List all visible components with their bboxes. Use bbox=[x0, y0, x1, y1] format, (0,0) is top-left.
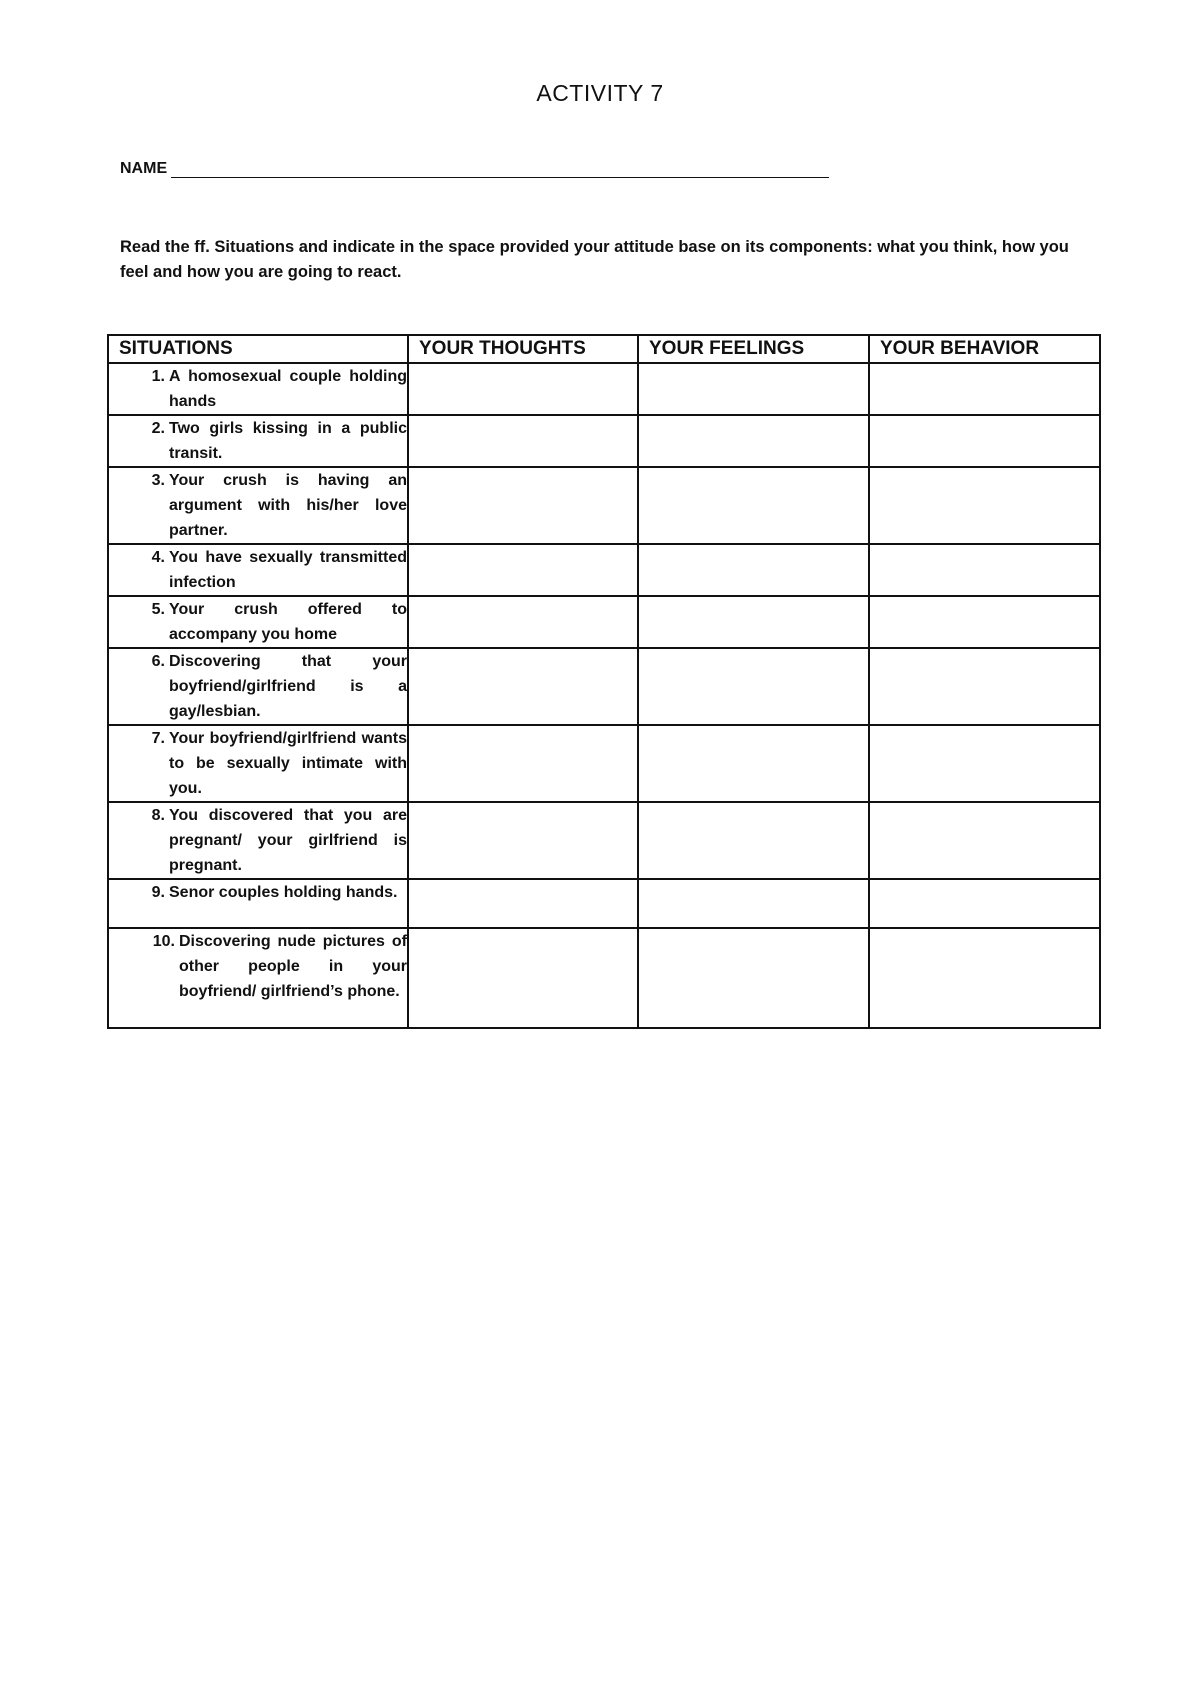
header-thoughts: YOUR THOUGHTS bbox=[408, 335, 638, 363]
situation-text: Senor couples holding hands. bbox=[169, 884, 398, 901]
instructions: Read the ff. Situations and indicate in the space provided your attitude base on its components: what you think, how you feel and how you are going to react. bbox=[120, 238, 1069, 281]
feelings-answer-cell[interactable] bbox=[638, 928, 869, 1028]
header-situations: SITUATIONS bbox=[108, 335, 408, 363]
behavior-answer-cell[interactable] bbox=[869, 802, 1100, 879]
situation-number: 1. bbox=[151, 368, 165, 385]
feelings-answer-cell[interactable] bbox=[638, 363, 869, 415]
table-row bbox=[108, 928, 1100, 1028]
header-behavior: YOUR BEHAVIOR bbox=[869, 335, 1100, 363]
page-title: ACTIVITY 7 bbox=[536, 80, 664, 106]
situation-number: 2. bbox=[151, 420, 165, 437]
feelings-answer-cell[interactable] bbox=[638, 802, 869, 879]
situation-number: 7. bbox=[151, 730, 165, 747]
name-label: NAME bbox=[120, 160, 168, 177]
thoughts-answer-cell[interactable] bbox=[408, 725, 638, 802]
thoughts-answer-cell[interactable] bbox=[408, 467, 638, 544]
situation-number: 10. bbox=[152, 933, 175, 950]
thoughts-answer-cell[interactable] bbox=[408, 802, 638, 879]
feelings-answer-cell[interactable] bbox=[638, 725, 869, 802]
situation-text: Your crush is having an argument with his/her love partner. bbox=[169, 472, 407, 539]
behavior-answer-cell[interactable] bbox=[869, 928, 1100, 1028]
situation-number: 6. bbox=[151, 653, 165, 670]
feelings-answer-cell[interactable] bbox=[638, 879, 869, 928]
header-feelings: YOUR FEELINGS bbox=[638, 335, 869, 363]
situation-number: 8. bbox=[151, 807, 165, 824]
situation-number: 4. bbox=[151, 549, 165, 566]
situation-text: Two girls kissing in a public transit. bbox=[169, 420, 407, 462]
situation-cell bbox=[108, 363, 408, 415]
situation-cell bbox=[108, 467, 408, 544]
name-field bbox=[120, 160, 829, 178]
situation-cell bbox=[108, 596, 408, 648]
situation-number: 9. bbox=[151, 884, 165, 901]
name-blank[interactable] bbox=[171, 161, 829, 178]
table-row bbox=[108, 648, 1100, 725]
thoughts-answer-cell[interactable] bbox=[408, 879, 638, 928]
situations-table bbox=[107, 334, 1101, 1029]
situation-cell bbox=[108, 802, 408, 879]
situation-number: 3. bbox=[151, 472, 165, 489]
table-row bbox=[108, 467, 1100, 544]
behavior-answer-cell[interactable] bbox=[869, 596, 1100, 648]
thoughts-answer-cell[interactable] bbox=[408, 928, 638, 1028]
situation-number: 5. bbox=[151, 601, 165, 618]
behavior-answer-cell[interactable] bbox=[869, 467, 1100, 544]
behavior-answer-cell[interactable] bbox=[869, 648, 1100, 725]
situation-cell bbox=[108, 648, 408, 725]
situation-cell bbox=[108, 928, 408, 1028]
situation-text: Discovering nude pictures of other people in your boyfriend/ girlfriend’s phone. bbox=[179, 933, 407, 1000]
table-row bbox=[108, 596, 1100, 648]
table-row bbox=[108, 802, 1100, 879]
thoughts-answer-cell[interactable] bbox=[408, 596, 638, 648]
feelings-answer-cell[interactable] bbox=[638, 415, 869, 467]
table-row bbox=[108, 879, 1100, 928]
table-row bbox=[108, 544, 1100, 596]
behavior-answer-cell[interactable] bbox=[869, 879, 1100, 928]
behavior-answer-cell[interactable] bbox=[869, 544, 1100, 596]
situation-text: You discovered that you are pregnant/ your girlfriend is pregnant. bbox=[169, 807, 407, 874]
feelings-answer-cell[interactable] bbox=[638, 648, 869, 725]
situation-text: A homosexual couple holding hands bbox=[169, 368, 407, 410]
situation-text: Discovering that your boyfriend/girlfriend is a gay/lesbian. bbox=[169, 653, 407, 720]
feelings-answer-cell[interactable] bbox=[638, 544, 869, 596]
situation-text: Your crush offered to accompany you home bbox=[169, 601, 407, 643]
thoughts-answer-cell[interactable] bbox=[408, 363, 638, 415]
table-row bbox=[108, 363, 1100, 415]
thoughts-answer-cell[interactable] bbox=[408, 648, 638, 725]
table-row bbox=[108, 415, 1100, 467]
feelings-answer-cell[interactable] bbox=[638, 467, 869, 544]
situation-cell bbox=[108, 415, 408, 467]
thoughts-answer-cell[interactable] bbox=[408, 415, 638, 467]
situation-cell bbox=[108, 725, 408, 802]
table-header-row bbox=[108, 335, 1100, 363]
behavior-answer-cell[interactable] bbox=[869, 725, 1100, 802]
feelings-answer-cell[interactable] bbox=[638, 596, 869, 648]
situation-text: Your boyfriend/girlfriend wants to be sexually intimate with you. bbox=[169, 730, 407, 797]
behavior-answer-cell[interactable] bbox=[869, 363, 1100, 415]
behavior-answer-cell[interactable] bbox=[869, 415, 1100, 467]
thoughts-answer-cell[interactable] bbox=[408, 544, 638, 596]
situation-cell bbox=[108, 879, 408, 928]
situation-cell bbox=[108, 544, 408, 596]
situation-text: You have sexually transmitted infection bbox=[169, 549, 407, 591]
table-row bbox=[108, 725, 1100, 802]
